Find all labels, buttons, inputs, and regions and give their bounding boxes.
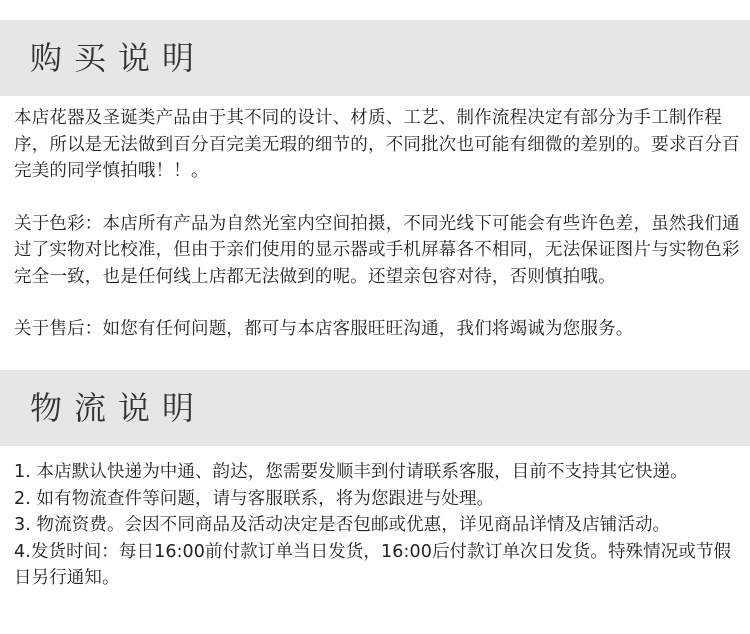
- logistics-title: 物流说明: [30, 389, 207, 427]
- color-notice-paragraph: 关于色彩：本店所有产品为自然光室内空间拍摄，不同光线下可能会有些许色差，虽然我们通过了实物对比校准，但由于亲们使用的显示器或手机屏幕各不相同，无法保证图片与实物色彩完全一致，也是任何线上店都无法做到的呢。还望亲包容对待，否则慎拍哦。: [14, 213, 740, 287]
- quality-notice-paragraph: 本店花器及圣诞类产品由于其不同的设计、材质、工艺、制作流程决定有部分为手工制作程序，所以是无法做到百分百完美无瑕的细节的，不同批次也可能有细微的差别的。要求百分百完美的同学慎拍哦！！。: [14, 108, 740, 181]
- purchase-content: [14, 105, 746, 343]
- logistics-item: 2. 如有物流查件等问题，请与客服联系，将为您跟进与处理。: [14, 488, 495, 509]
- after-sales-paragraph: 关于售后：如您有任何问题，都可与本店客服旺旺沟通，我们将竭诚为您服务。: [14, 319, 634, 339]
- logistics-item: 3. 物流资费。会因不同商品及活动决定是否包邮或优惠，详见商品详情及店铺活动。: [14, 515, 671, 535]
- logistics-item: 1. 本店默认快递为中通、韵达，您需要发顺丰到付请联系客服，目前不支持其它快递。: [14, 462, 688, 482]
- logistics-section-header: [0, 370, 750, 446]
- purchase-title: 购买说明: [30, 39, 207, 77]
- logistics-content: [14, 459, 746, 592]
- purchase-section-header: [0, 20, 750, 96]
- logistics-item: 4.发货时间：每日16:00前付款订单当日发货，16:00后付款订单次日发货。特殊情况或节假日另行通知。: [14, 541, 732, 588]
